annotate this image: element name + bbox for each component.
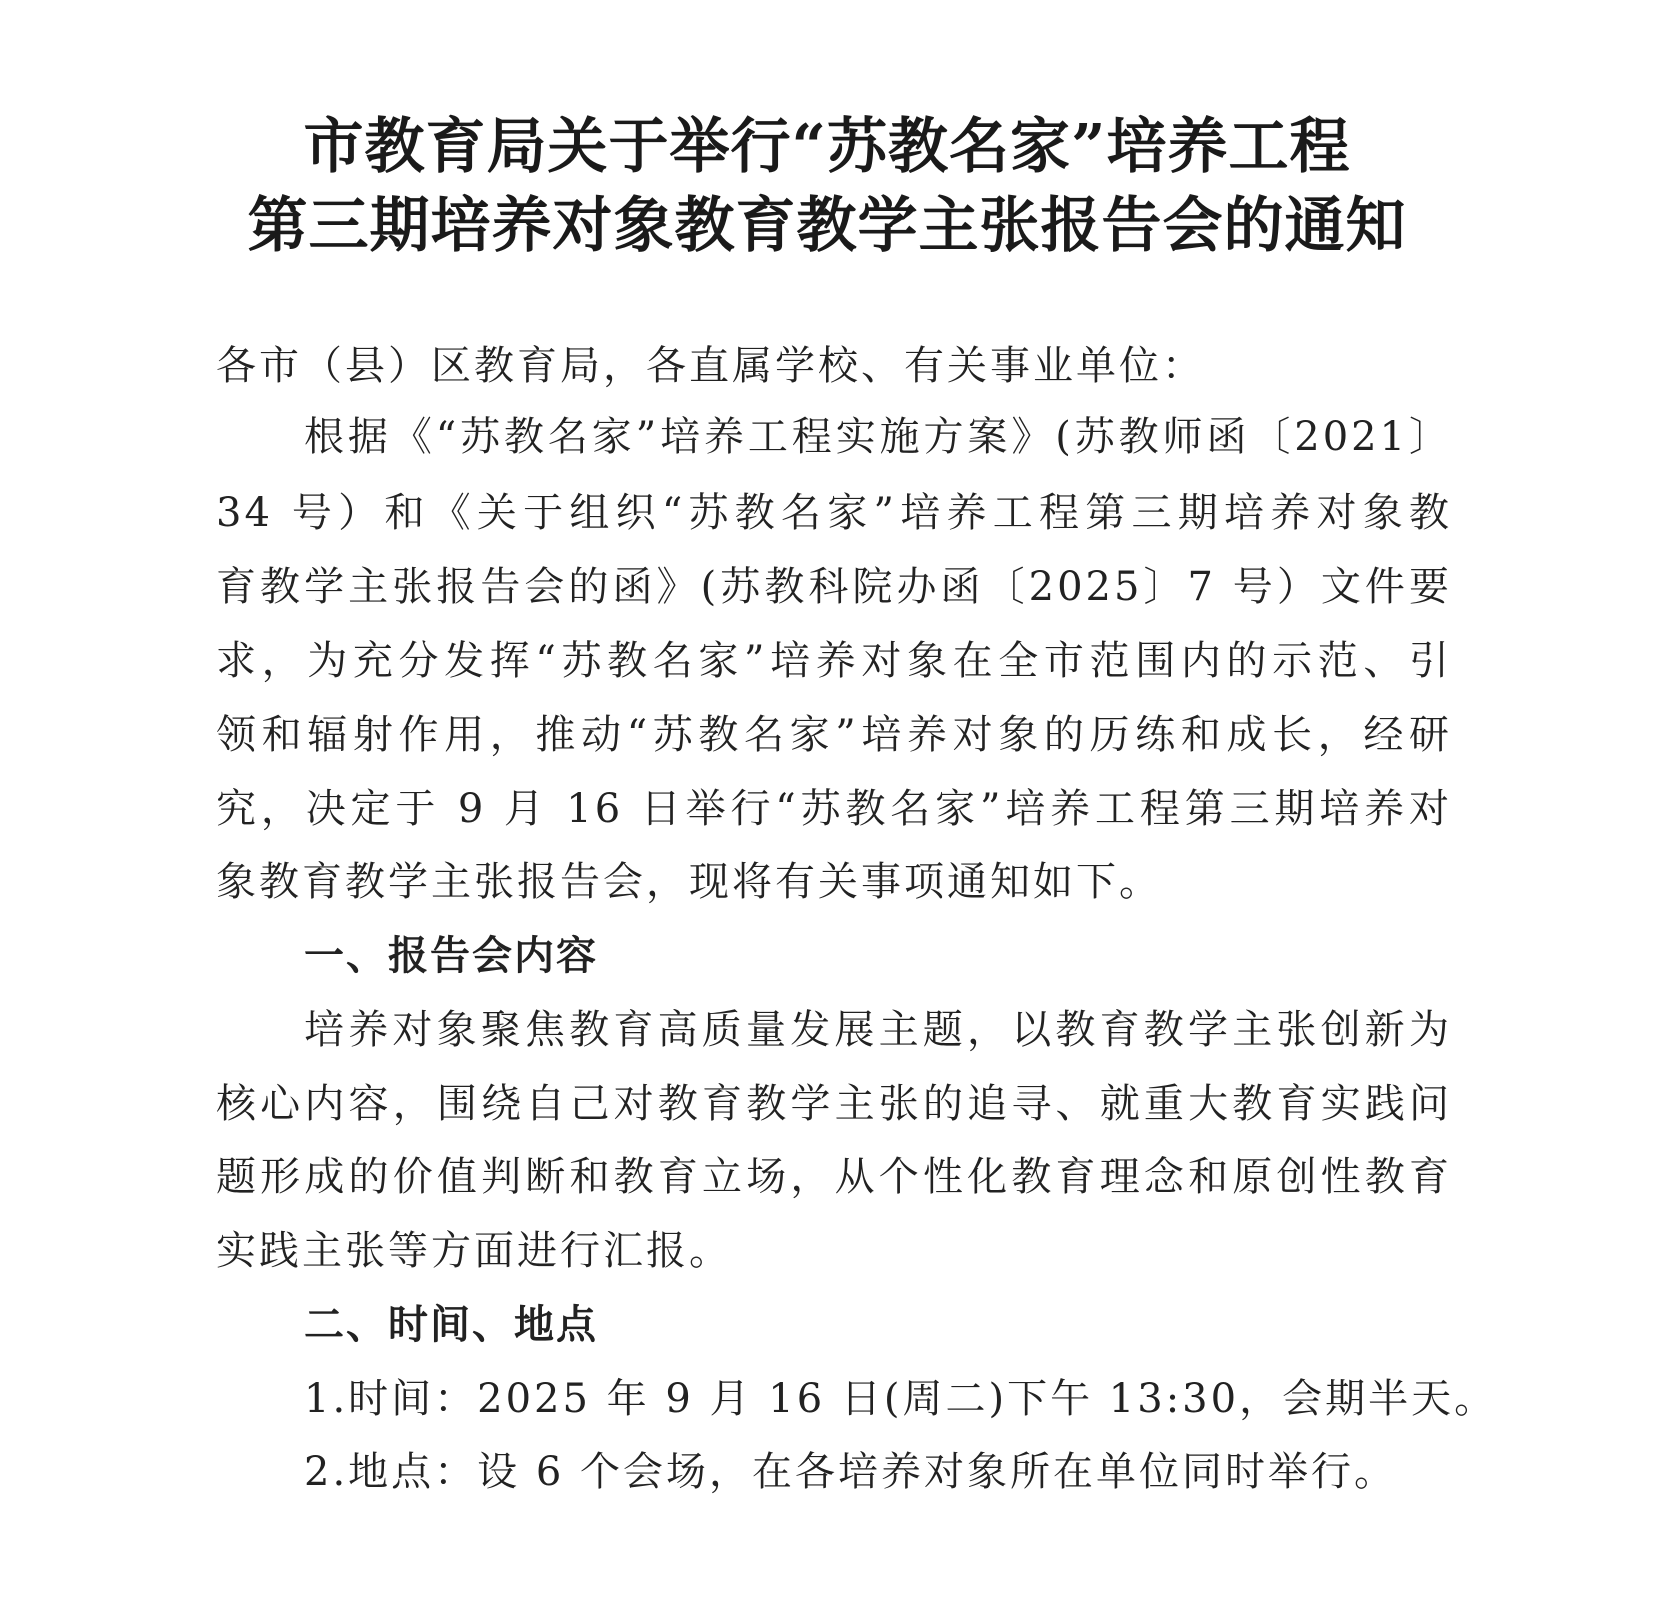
section-2-heading: 二、时间、地点	[304, 1302, 598, 1348]
document-title-line-1: 市教育局关于举行“苏教名家”培养工程	[303, 112, 1351, 182]
intro-line-6: 究，决定于 9 月 16 日举行“苏教名家”培养工程第三期培养对	[216, 786, 1452, 832]
section-1-line-1: 培养对象聚焦教育高质量发展主题，以教育教学主张创新为	[304, 1007, 1452, 1053]
section-1-line-4: 实践主张等方面进行汇报。	[216, 1228, 732, 1274]
intro-line-4: 求，为充分发挥“苏教名家”培养对象在全市范围内的示范、引	[216, 638, 1452, 684]
intro-line-7: 象教育教学主张报告会，现将有关事项通知如下。	[216, 859, 1162, 905]
intro-line-1: 根据《“苏教名家”培养工程实施方案》(苏教师函〔2021〕	[304, 414, 1452, 460]
section-2-item-time: 1.时间：2025 年 9 月 16 日(周二)下午 13:30，会期半天。	[304, 1376, 1498, 1422]
intro-line-2: 34 号）和《关于组织“苏教名家”培养工程第三期培养对象教	[216, 490, 1452, 536]
section-2-item-location: 2.地点：设 6 个会场，在各培养对象所在单位同时举行。	[304, 1449, 1398, 1495]
section-1-line-3: 题形成的价值判断和教育立场，从个性化教育理念和原创性教育	[216, 1154, 1452, 1200]
intro-line-3: 育教学主张报告会的函》(苏教科院办函〔2025〕7 号）文件要	[216, 564, 1452, 610]
section-1-line-2: 核心内容，围绕自己对教育教学主张的追寻、就重大教育实践问	[216, 1081, 1452, 1127]
intro-line-5: 领和辐射作用，推动“苏教名家”培养对象的历练和成长，经研	[216, 712, 1452, 758]
addressee-line: 各市（县）区教育局，各直属学校、有关事业单位：	[216, 343, 1205, 389]
document-title-line-2: 第三期培养对象教育教学主张报告会的通知	[247, 191, 1407, 261]
section-1-heading: 一、报告会内容	[304, 933, 598, 979]
